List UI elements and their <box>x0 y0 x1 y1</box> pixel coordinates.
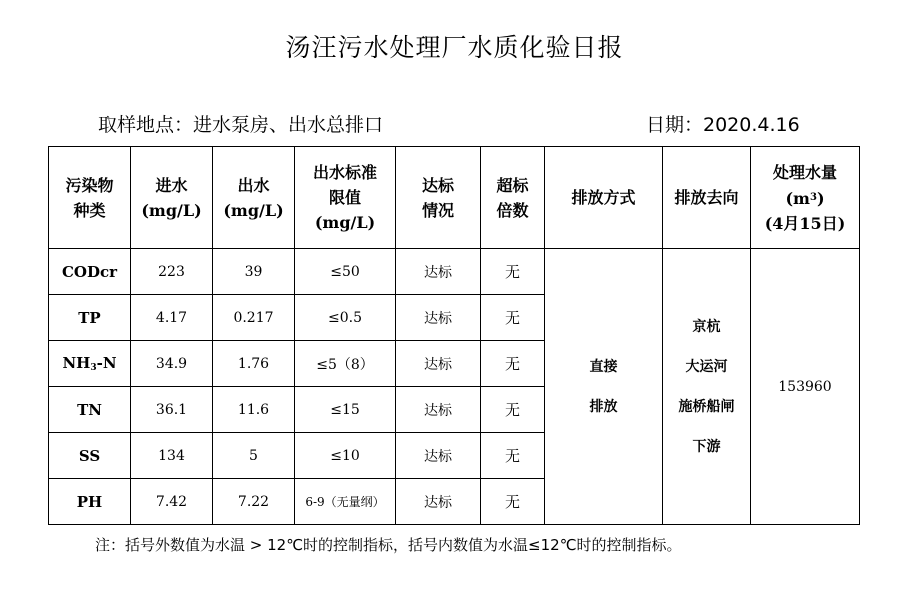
header-discharge-method: 排放方式 <box>545 147 663 249</box>
pollutant-cell: CODcr <box>49 249 131 295</box>
header-pollutant: 污染物 种类 <box>49 147 131 249</box>
pollutant-cell: TP <box>49 295 131 341</box>
compliance-cell: 达标 <box>396 479 481 525</box>
outflow-cell: 7.22 <box>213 479 295 525</box>
exceed-cell: 无 <box>481 479 545 525</box>
inflow-cell: 7.42 <box>131 479 213 525</box>
pollutant-cell: SS <box>49 433 131 479</box>
inflow-cell: 223 <box>131 249 213 295</box>
limit-cell: ≤5（8） <box>295 341 396 387</box>
exceed-cell: 无 <box>481 433 545 479</box>
footnote: 注：括号外数值为水温 > 12℃时的控制指标，括号内数值为水温≤12℃时的控制指标。 <box>95 536 682 554</box>
limit-cell: ≤50 <box>295 249 396 295</box>
discharge-method-cell: 直接 排放 <box>545 249 663 525</box>
inflow-cell: 134 <box>131 433 213 479</box>
water-quality-table <box>48 146 860 525</box>
outflow-cell: 39 <box>213 249 295 295</box>
exceed-cell: 无 <box>481 295 545 341</box>
limit-cell: 6-9（无量纲） <box>295 479 396 525</box>
inflow-cell: 34.9 <box>131 341 213 387</box>
header-limit: 出水标准 限值 (mg/L) <box>295 147 396 249</box>
outflow-cell: 0.217 <box>213 295 295 341</box>
header-compliance: 达标 情况 <box>396 147 481 249</box>
discharge-direction-cell: 京杭 大运河 施桥船闸 下游 <box>663 249 751 525</box>
compliance-cell: 达标 <box>396 387 481 433</box>
pollutant-cell: PH <box>49 479 131 525</box>
exceed-cell: 无 <box>481 249 545 295</box>
header-row <box>49 147 860 249</box>
report-date: 日期：2020.4.16 <box>646 114 800 136</box>
header-exceed: 超标 倍数 <box>481 147 545 249</box>
pollutant-cell: TN <box>49 387 131 433</box>
sampling-location: 取样地点：进水泵房、出水总排口 <box>98 114 384 136</box>
compliance-cell: 达标 <box>396 341 481 387</box>
compliance-cell: 达标 <box>396 433 481 479</box>
outflow-cell: 1.76 <box>213 341 295 387</box>
treated-volume-cell: 153960 <box>751 249 860 525</box>
exceed-cell: 无 <box>481 387 545 433</box>
table-row <box>49 249 860 295</box>
header-outflow: 出水 (mg/L) <box>213 147 295 249</box>
page-title: 汤汪污水处理厂水质化验日报 <box>285 33 624 62</box>
limit-cell: ≤0.5 <box>295 295 396 341</box>
exceed-cell: 无 <box>481 341 545 387</box>
header-discharge-direction: 排放去向 <box>663 147 751 249</box>
outflow-cell: 11.6 <box>213 387 295 433</box>
limit-cell: ≤15 <box>295 387 396 433</box>
outflow-cell: 5 <box>213 433 295 479</box>
compliance-cell: 达标 <box>396 295 481 341</box>
header-inflow: 进水 (mg/L) <box>131 147 213 249</box>
inflow-cell: 4.17 <box>131 295 213 341</box>
limit-cell: ≤10 <box>295 433 396 479</box>
inflow-cell: 36.1 <box>131 387 213 433</box>
header-volume: 处理水量 $(m^3)$ (4月15日) <box>751 147 860 249</box>
compliance-cell: 达标 <box>396 249 481 295</box>
pollutant-cell: $NH_3-N$ <box>49 341 131 387</box>
